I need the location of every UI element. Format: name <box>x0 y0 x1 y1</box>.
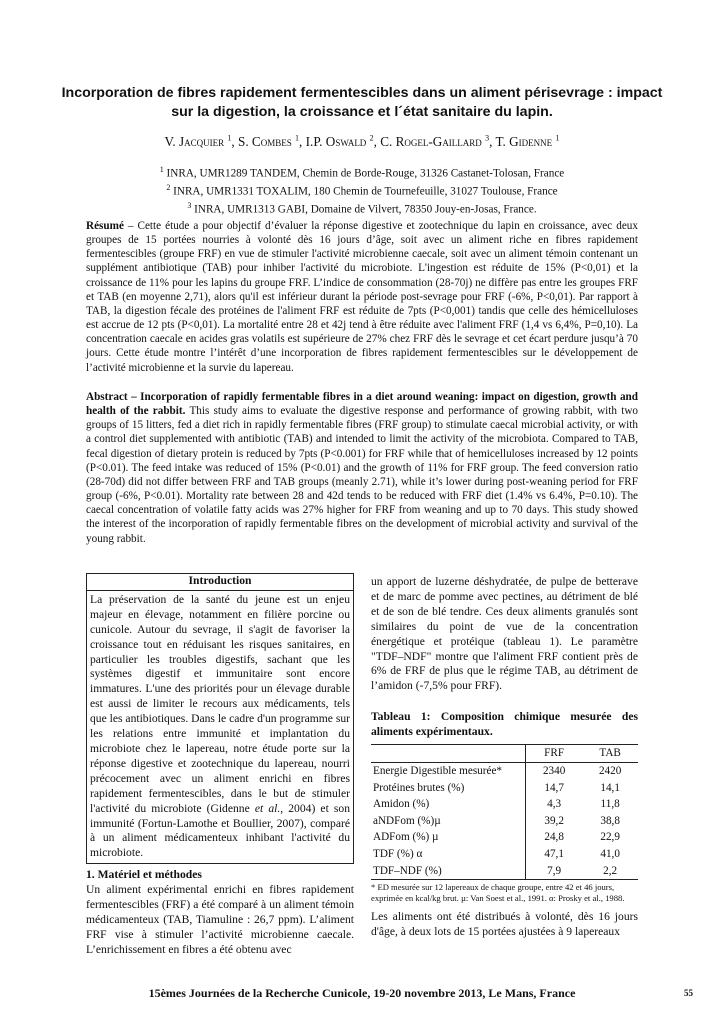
abstract-french-label: Résumé <box>86 220 124 232</box>
table1 <box>371 744 638 880</box>
methods-text-continued: un apport de luzerne déshydratée, de pulpe de betterave et de marc de pomme avec pectines, au détriment de blé et de son de blé tendre. Ces deux aliments granulés sont similaires du point de vue de la concentration énergétique et protéique (tableau 1). Le paramètre "TDF–NDF" montre que l'aliment FRF contient près de 6% de FRF de plus que le régime TAB, au détriment de l’amidon (-7,5% pour FRF). <box>371 575 638 693</box>
distribution-text: Les aliments ont été distribués à volonté, dès 16 jours d'âge, à deux lots de 15 portées ajustées à 9 lapereaux <box>371 910 638 939</box>
affiliation-list <box>60 163 664 217</box>
paper-title: Incorporation de fibres rapidement fermentescibles dans un aliment périsevrage : impact sur la digestion, la croissance et l´état sanitaire du lapin. <box>61 85 663 120</box>
abstract-french-text: – Cette étude a pour objectif d’évaluer la réponse digestive et zootechnique du lapin en croissance, avec deux groupes de 15 portées nourries à volonté dès 16 jours d’âge, soit avec un aliment riche en fibres rapidement fermentescibles (groupe FRF) en vue de stimuler l'activité microbienne caecale, soit avec un aliment témoin contenant un supplément antibiotique (TAB) pour inhiber l'activité du microbiote. L'ingestion est réduite de 15% (P<0,01) et la croissance de 11% pour les lapins du groupe FRF. L’indice de consommation (28-70j) ne diffère pas entre les groupes FRF et TAB (en moyenne 2,71), alors qu'il est inférieur durant la période post-sevrage pour FRF (-6%, P<0,01). Par rapport à TAB, la digestion fécale des protéines de l'aliment FRF est réduite de 7pts (P<0,001) tandis que celle des hémicelluloses est accrue de 12 pts (P<0,01). La mortalité entre 28 et 42j tend à être réduite avec l'aliment FRF (1,4 vs 6,4%, P=0,10). La concentration caecale en acides gras volatils est supérieure de 27% chez FRF dès le sevrage et cet écart perdure jusqu’à 70 jours. Cette étude montre l’intérêt d’une incorporation de fibres rapidement fermentescibles sur le développement de l’activité microbienne et la survie du lapereau. <box>86 220 638 374</box>
table-row: ADFom (%) µ 24,8 22,9 <box>371 829 638 846</box>
table-row: TDF (%) α 47,1 41,0 <box>371 846 638 863</box>
right-column <box>371 575 638 940</box>
table-row: Protéines brutes (%) 14,7 14,1 <box>371 779 638 796</box>
table1-title: Tableau 1: Composition chimique mesurée des aliments expérimentaux. <box>371 710 638 739</box>
author-1: V. Jacquier $^1$, <box>164 134 235 150</box>
left-column <box>86 573 354 958</box>
page-number: 55 <box>684 988 693 998</box>
affiliation-2: $^2$ INRA, UMR1331 TOXALIM, 180 Chemin de Tournefeuille, 31027 Toulouse, France <box>166 182 558 198</box>
page-footer: 15èmes Journées de la Recherche Cunicole, 19-20 novembre 2013, Le Mans, France <box>148 986 576 1000</box>
introduction-heading: Introduction <box>87 574 353 591</box>
table1-header-row: FRF TAB <box>371 745 638 763</box>
methods-text: Un aliment expérimental enrichi en fibres rapidement fermentescibles (FRF) a été comparé à un aliment témoin médicamenteux (TAB, Tiamuline : 26,7 ppm). L’aliment FRF vise à stimuler l’activité microbienne caecale. L’enrichissement en fibres a été obtenu avec <box>86 883 354 956</box>
affiliation-3: $^3$ INRA, UMR1313 GABI, Domaine de Vilvert, 78350 Jouy-en-Josas, France. <box>187 200 537 216</box>
abstract-english-label: Abstract – Incorporation of rapidly fermentable fibres in a diet around weaning: impact on digestion, growth and health of the rabbit. <box>86 391 638 418</box>
affiliation-1: $^1$ INRA, UMR1289 TANDEM, Chemin de Borde-Rouge, 31326 Castanet-Tolosan, France <box>159 165 565 180</box>
table-row: aNDFom (%)µ 39,2 38,8 <box>371 812 638 829</box>
table1-footnote: * ED mesurée sur 12 lapereaux de chaque groupe, entre 42 et 46 jours, exprimée en kcal/kg brut. µ: Van Soest et al., 1991. α: Prosky et al., 1988. <box>371 881 625 903</box>
abstract-english <box>86 390 638 546</box>
author-4: C. Rogel-Gaillard $^3$, <box>380 134 493 150</box>
introduction-text: La préservation de la santé du jeune est un enjeu majeur en élevage, notamment en filière porcine ou cunicole. Autour du sevrage, il s'agit de favoriser la croissance tout en réduisant les risques sanitaires, en particulier les troubles digestifs, sachant que les systèmes digestif et immunitaire sont encore immatures. L'une des priorités pour un élevage durable est aussi de limiter le recours aux médicaments, tels que les antibiotiques. Dans le cadre d'un programme sur les relations entre immunité et implantation du microbiote chez le lapereau, notre étude porte sur la réponse digestive et zootechnique du lapereau, nourri précocement avec un aliment enrichi en fibres rapidement fermentescibles, dans le but de stimuler l'activité du microbiote (Gidenne et al., 2004) et son immunité (Fortun-Lamothe et Boullier, 2007), comparé à un aliment médicamenteux inhibant l'activité du microbiote. <box>90 592 351 860</box>
author-3: I.P. Oswald $^2$, <box>305 134 377 150</box>
author-2: S. Combes $^1$, <box>237 134 303 150</box>
abstract-french <box>86 219 638 375</box>
table-row: Amidon (%) 4,3 11,8 <box>371 796 638 813</box>
methods-heading: 1. Matériel et méthodes <box>86 868 202 882</box>
introduction-box <box>86 573 354 864</box>
table-row: TDF–NDF (%) 7,9 2,2 <box>371 862 638 879</box>
table-row: Energie Digestible mesurée* 2340 2420 <box>371 762 638 779</box>
abstract-english-text: This study aims to evaluate the digestive response and performance of growing rabbit, with two groups of 15 litters, fed a diet rich in rapidly fermentable fibres (FRF group) to stimulate caecal microbial activity, or with a control diet supplemented with antibiotic (TAB) and intended to limit the activity of the microbiota. Compared to TAB, fecal digestion of dietary protein is reduced by 7pts (P<0.001) for FRF while that of hemicelluloses increased by 12 points (P<0.01). The feed intake was reduced of 15% (P<0.01) and the growth of 11% for FRF group. The feed conversion ratio (28-70d) did not differ between FRF and TAB groups (meanly 2.71), while it’s lower during post-weaning period for FRF group (-6%, P<0.01). Mortality rate between 28 and 42d tends to be reduced with FRF diet (1.4% vs 6.4%, P=0.10). The caecal concentration of volatile fatty acids was 27% higher for FRF from weaning and up to 70 days. This study showed the interest of the incorporation of rapidly fermentable fibres on the development of microbial activity and survival of the young rabbit. <box>86 405 638 545</box>
author-5: T. Gidenne $^1$ <box>495 134 560 150</box>
author-list <box>60 130 664 151</box>
